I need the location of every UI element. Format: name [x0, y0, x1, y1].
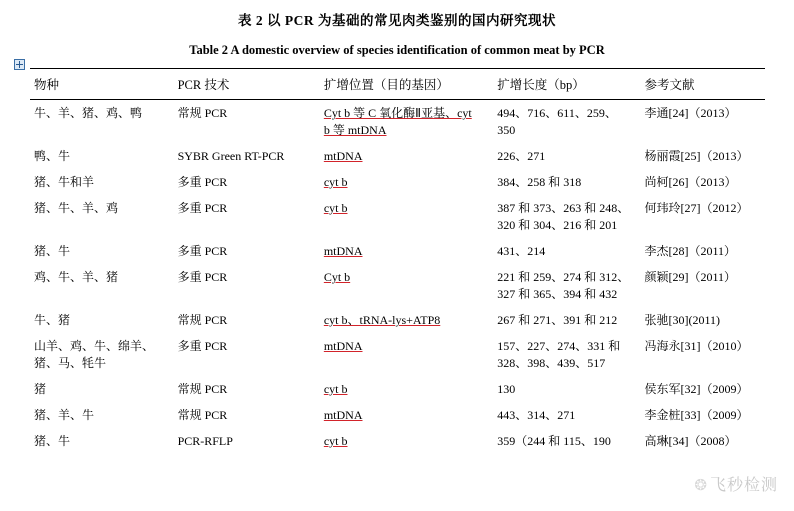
length-line: 431、214 [497, 244, 546, 258]
table-row [30, 169, 765, 195]
table-row [30, 333, 765, 376]
watermark [694, 472, 778, 495]
cell-species: 鸭、牛 [34, 149, 71, 163]
length-line: 130 [497, 382, 516, 396]
cell-target-gene [320, 428, 493, 454]
cell-length [493, 307, 640, 333]
table-title-chinese: 表 2 以 PCR 为基础的常见肉类鉴别的国内研究现状 [238, 13, 556, 28]
header-amplicon-length: 扩增长度（bp） [493, 69, 640, 100]
cell-reference: 何玮玲[27]（2012） [644, 201, 749, 215]
header-technique: PCR 技术 [174, 69, 320, 100]
watermark-logo-icon: ❂ [694, 477, 708, 494]
cell-target-gene [320, 143, 493, 169]
cell-target-gene [320, 307, 493, 333]
target-line: cyt b、tRNA-lys+ATP8 [323, 313, 441, 327]
cell-length [493, 169, 640, 195]
length-line: 267 和 271、391 和 212 [497, 313, 618, 327]
target-line: mtDNA [323, 408, 363, 422]
cell-technique: 多重 PCR [177, 175, 228, 189]
cell-reference: 冯海永[31]（2010） [644, 339, 749, 353]
length-line: 157、227、274、331 和 [497, 339, 621, 353]
cell-length [493, 402, 640, 428]
cell-length [493, 333, 640, 376]
length-line: 350 [497, 123, 516, 137]
expand-plus-icon[interactable] [14, 59, 25, 70]
watermark-text: 飞秒检测 [709, 477, 778, 494]
cell-species: 牛、羊、猪、鸡、鸭 [34, 106, 143, 120]
target-line: mtDNA [323, 244, 363, 258]
target-line: cyt b [323, 201, 348, 215]
cell-reference: 侯东军[32]（2009） [644, 382, 749, 396]
species-identification-table [30, 68, 765, 454]
length-line: 320 和 304、216 和 201 [497, 218, 618, 232]
cell-species: 牛、猪 [34, 313, 71, 327]
table-row [30, 100, 765, 144]
cell-target-gene [320, 333, 493, 376]
target-line: mtDNA [323, 149, 363, 163]
cell-species: 猪、牛 [34, 244, 71, 258]
table-container [30, 68, 764, 454]
cell-length [493, 428, 640, 454]
cell-reference: 尚柯[26]（2013） [644, 175, 737, 189]
species-line: 山羊、鸡、牛、绵羊、 [34, 339, 155, 353]
cell-technique: 多重 PCR [177, 339, 228, 353]
target-line: Cyt b 等 C 氧化酶Ⅱ亚基、cyt [323, 106, 472, 120]
cell-reference: 颜颖[29]（2011） [644, 270, 737, 284]
cell-length [493, 195, 640, 238]
length-line: 221 和 259、274 和 312、 [497, 270, 630, 284]
species-line: 猪、马、牦牛 [34, 356, 107, 370]
header-species: 物种 [30, 69, 174, 100]
target-line: cyt b [323, 175, 348, 189]
table-row [30, 402, 765, 428]
table-row [30, 264, 765, 307]
table-row [30, 428, 765, 454]
table-title-english: Table 2 A domestic overview of species identification of common meat by PCR [189, 43, 605, 57]
cell-species: 猪、牛 [34, 434, 71, 448]
cell-technique: 多重 PCR [177, 244, 228, 258]
cell-target-gene [320, 169, 493, 195]
length-line: 443、314、271 [497, 408, 576, 422]
target-line: Cyt b [323, 270, 351, 284]
cell-reference: 杨丽霞[25]（2013） [644, 149, 749, 163]
cell-species: 猪、牛、羊、鸡 [34, 201, 119, 215]
cell-technique: SYBR Green RT-PCR [177, 149, 285, 163]
length-line: 359（244 和 115、190 [497, 434, 611, 448]
cell-target-gene [320, 376, 493, 402]
target-line: b 等 mtDNA [323, 123, 387, 137]
cell-technique: 常规 PCR [177, 313, 228, 327]
length-line: 384、258 和 318 [497, 175, 582, 189]
length-line: 328、398、439、517 [497, 356, 606, 370]
cell-reference: 张驰[30](2011) [644, 313, 720, 327]
target-line: cyt b [323, 382, 348, 396]
cell-technique: 多重 PCR [177, 201, 228, 215]
table-row [30, 143, 765, 169]
cell-reference: 高琳[34]（2008） [644, 434, 737, 448]
table-body [30, 100, 765, 455]
length-line: 494、716、611、259、 [497, 106, 617, 120]
table-row [30, 376, 765, 402]
cell-length [493, 238, 640, 264]
cell-species: 猪 [34, 382, 47, 396]
cell-technique: 常规 PCR [177, 408, 228, 422]
length-line: 327 和 365、394 和 432 [497, 287, 618, 301]
cell-technique: 常规 PCR [177, 382, 228, 396]
cell-reference: 李金桩[33]（2009） [644, 408, 749, 422]
cell-reference: 李杰[28]（2011） [644, 244, 737, 258]
cell-species [30, 333, 174, 376]
cell-length [493, 376, 640, 402]
cell-technique: 多重 PCR [177, 270, 228, 284]
document-page [0, 12, 794, 511]
target-line: cyt b [323, 434, 348, 448]
table-row [30, 195, 765, 238]
header-reference: 参考文献 [640, 69, 765, 100]
cell-technique: PCR-RFLP [177, 434, 233, 448]
cell-length [493, 100, 640, 144]
length-line: 226、271 [497, 149, 546, 163]
cell-reference: 李通[24]（2013） [644, 106, 737, 120]
target-line: mtDNA [323, 339, 363, 353]
table-row [30, 238, 765, 264]
table-row [30, 307, 765, 333]
cell-target-gene [320, 402, 493, 428]
length-line: 387 和 373、263 和 248、 [497, 201, 630, 215]
table-header [30, 69, 765, 100]
cell-technique: 常规 PCR [177, 106, 228, 120]
cell-species: 猪、羊、牛 [34, 408, 95, 422]
cell-target-gene [320, 264, 493, 307]
cell-target-gene [320, 100, 493, 144]
cell-target-gene [320, 195, 493, 238]
cell-target-gene [320, 238, 493, 264]
cell-length [493, 264, 640, 307]
table-header-row [30, 69, 765, 100]
cell-species: 猪、牛和羊 [34, 175, 95, 189]
header-target-gene: 扩增位置（目的基因） [320, 69, 493, 100]
cell-length [493, 143, 640, 169]
cell-species: 鸡、牛、羊、猪 [34, 270, 119, 284]
